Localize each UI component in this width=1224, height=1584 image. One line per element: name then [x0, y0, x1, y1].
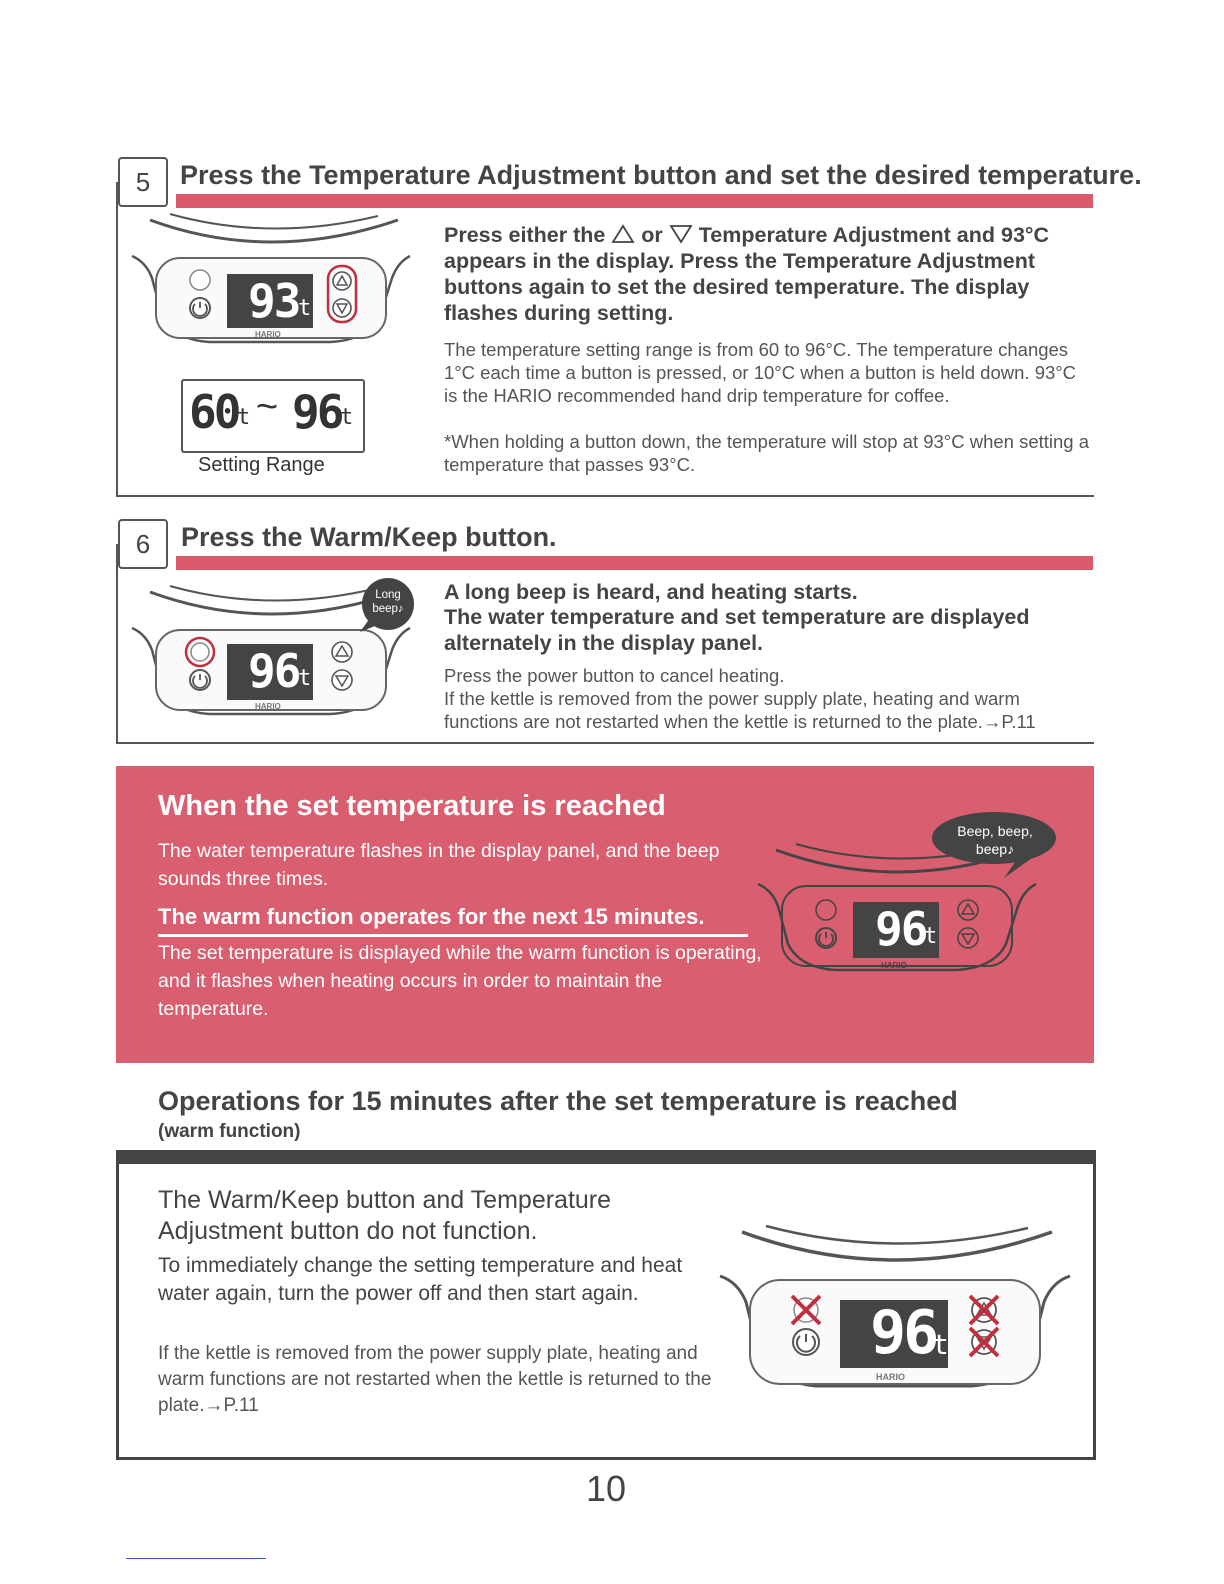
lcd-value-step6: 96 — [248, 644, 300, 698]
step-5-number: 5 — [118, 157, 168, 207]
lcd-unit-step5: t — [298, 296, 312, 321]
step-5-instruction — [444, 222, 1096, 326]
beep-bubble: Beep, beep, beep♪ — [957, 823, 1033, 857]
reached-underline — [158, 934, 748, 937]
reached-text-1: The water temperature flashes in the display panel, and the beep sounds three times. — [158, 840, 720, 890]
range-tilde: ~ — [256, 386, 279, 428]
reached-subheading: The warm function operates for the next 15 minutes. — [158, 904, 705, 929]
step-6-rule — [176, 556, 1093, 570]
range-low: 60 — [189, 385, 239, 439]
lcd-value-reached: 96 — [875, 902, 927, 956]
kettle-brand-step5: HARIO — [255, 330, 281, 339]
step-5-body: The temperature setting range is from 60 to 96°C. The temperature changes 1°C each time a button is pressed, or 10°C when a button is held down. 93°C is the HARIO recommended hand drip temperature for coffee. — [444, 339, 1077, 406]
step-6-bold-1: A long beep is heard, and heating starts. — [444, 580, 858, 604]
step-6-body-1: Press the power button to cancel heating. — [444, 665, 785, 686]
lcd-unit-operations: t — [932, 1328, 949, 1361]
lcd-value-operations: 96 — [870, 1298, 937, 1368]
reached-heading: When the set temperature is reached — [158, 790, 666, 822]
step-6-body-2: If the kettle is removed from the power supply plate, heating and warm functions are not restarted when the kettle is returned to the plate.→P.11 — [444, 688, 1036, 732]
lcd-unit-step6: t — [298, 666, 312, 691]
page-number: 10 — [586, 1468, 627, 1509]
instruction-pre: Press either the — [444, 223, 606, 247]
operations-subheading: (warm function) — [158, 1121, 301, 1142]
footer-link-rule — [126, 1558, 266, 1559]
range-high-unit: t — [340, 405, 354, 430]
down-triangle-icon — [669, 224, 693, 244]
range-high: 96 — [292, 385, 342, 439]
operations-heading: Operations for 15 minutes after the set temperature is reached — [158, 1086, 958, 1116]
kettle-brand-reached: HARIO — [881, 961, 907, 970]
operations-text-2: If the kettle is removed from the power supply plate, heating and warm functions are not restarted when the kettle is returned to the plate.→P.11 — [158, 1343, 712, 1416]
lcd-unit-reached: t — [924, 924, 938, 949]
step-5-note: *When holding a button down, the temperature will stop at 93°C when setting a temperature that passes 93°C. — [444, 431, 1090, 475]
step-5-title: Press the Temperature Adjustment button and set the desired temperature. — [180, 160, 1142, 190]
long-beep-bubble: Long beep♪ — [372, 589, 404, 615]
step-6-number: 6 — [118, 519, 168, 569]
instruction-post: Temperature Adjustment and 93°C appears in the display. Press the Temperature Adjustment buttons again to set the desired temperature. The display flashes during setting. — [444, 223, 1050, 325]
range-low-unit: t — [237, 405, 251, 430]
step-5-rule — [176, 194, 1093, 208]
instruction-or: or — [641, 223, 663, 247]
kettle-brand-operations: HARIO — [876, 1372, 905, 1382]
setting-range-caption: Setting Range — [198, 454, 325, 476]
reached-text-2: The set temperature is displayed while the warm function is operating, and it flashes when heating occurs in order to maintain the temperature. — [158, 942, 762, 1020]
operations-lead: The Warm/Keep button and Temperature Adjustment button do not function. — [158, 1186, 612, 1245]
up-triangle-icon — [611, 224, 635, 244]
lcd-value-step5: 93 — [248, 274, 300, 328]
step-6-title: Press the Warm/Keep button. — [181, 522, 557, 552]
kettle-brand-step6: HARIO — [255, 702, 281, 711]
operations-text-1: To immediately change the setting temperature and heat water again, turn the power off and then start again. — [158, 1254, 683, 1305]
step-6-bold-2: The water temperature and set temperature are displayed alternately in the display panel. — [444, 605, 1030, 655]
